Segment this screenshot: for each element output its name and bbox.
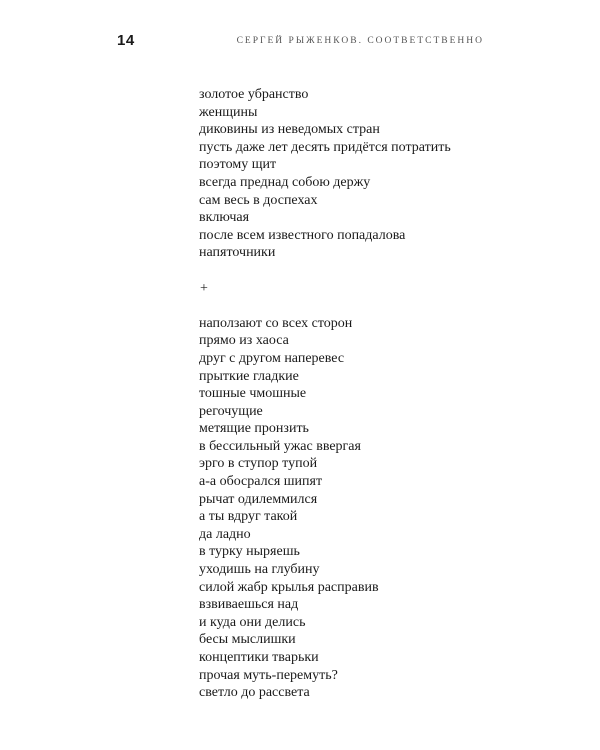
poem-line: прыткие гладкие bbox=[199, 368, 299, 384]
poem-line: пусть даже лет десять придётся потратить bbox=[199, 139, 451, 155]
poem-line: всегда преднад собою держу bbox=[199, 174, 371, 190]
poem-line: светло до рассвета bbox=[199, 685, 310, 701]
poem-line: взвиваешься над bbox=[199, 597, 299, 613]
section-separator: + bbox=[200, 280, 208, 296]
poem-line: силой жабр крылья расправив bbox=[199, 579, 379, 595]
poem-line: золотое убранство bbox=[199, 87, 309, 102]
poem-line: после всем известного попадалова bbox=[199, 227, 406, 243]
poem-line: тошные чмошные bbox=[199, 386, 307, 402]
poem-line: диковины из неведомых стран bbox=[199, 122, 380, 138]
poem-line: регочущие bbox=[199, 403, 263, 419]
poem-line: и куда они делись bbox=[199, 614, 306, 630]
poem-line: поэтому щит bbox=[199, 157, 277, 173]
poem-line: включая bbox=[199, 210, 250, 226]
poem-line: метящие пронзить bbox=[199, 421, 309, 437]
stanza-2 bbox=[199, 315, 451, 702]
poem-line: а-а обосрался шипят bbox=[199, 474, 323, 490]
stanza-1 bbox=[199, 86, 451, 262]
poem-line: а ты вдруг такой bbox=[199, 509, 298, 525]
poem-line: друг с другом наперевес bbox=[199, 350, 345, 366]
poem-line: в турку ныряешь bbox=[199, 544, 300, 560]
poem-line: женщины bbox=[199, 104, 258, 120]
poem-line: сам весь в доспехах bbox=[199, 192, 318, 208]
poem-line: напяточники bbox=[199, 245, 276, 261]
poem-line: в бессильный ужас ввергая bbox=[199, 438, 361, 454]
poem-line: прочая муть-перемуть? bbox=[199, 667, 338, 683]
poem-line: бесы мыслишки bbox=[199, 632, 296, 648]
poem-line: концептики тварьки bbox=[199, 650, 319, 665]
poem-line: наползают со всех сторон bbox=[199, 315, 353, 331]
poem-line: рычат одилеммился bbox=[199, 491, 318, 507]
poem-line: эрго в ступор тупой bbox=[199, 456, 318, 472]
page-number: 14 bbox=[117, 32, 135, 49]
poem bbox=[199, 86, 451, 702]
running-head: СЕРГЕЙ РЫЖЕНКОВ. СООТВЕТСТВЕННО bbox=[236, 36, 484, 46]
poem-line: да ладно bbox=[199, 526, 251, 542]
poem-line: уходишь на глубину bbox=[199, 562, 320, 578]
poem-line: прямо из хаоса bbox=[199, 333, 289, 349]
